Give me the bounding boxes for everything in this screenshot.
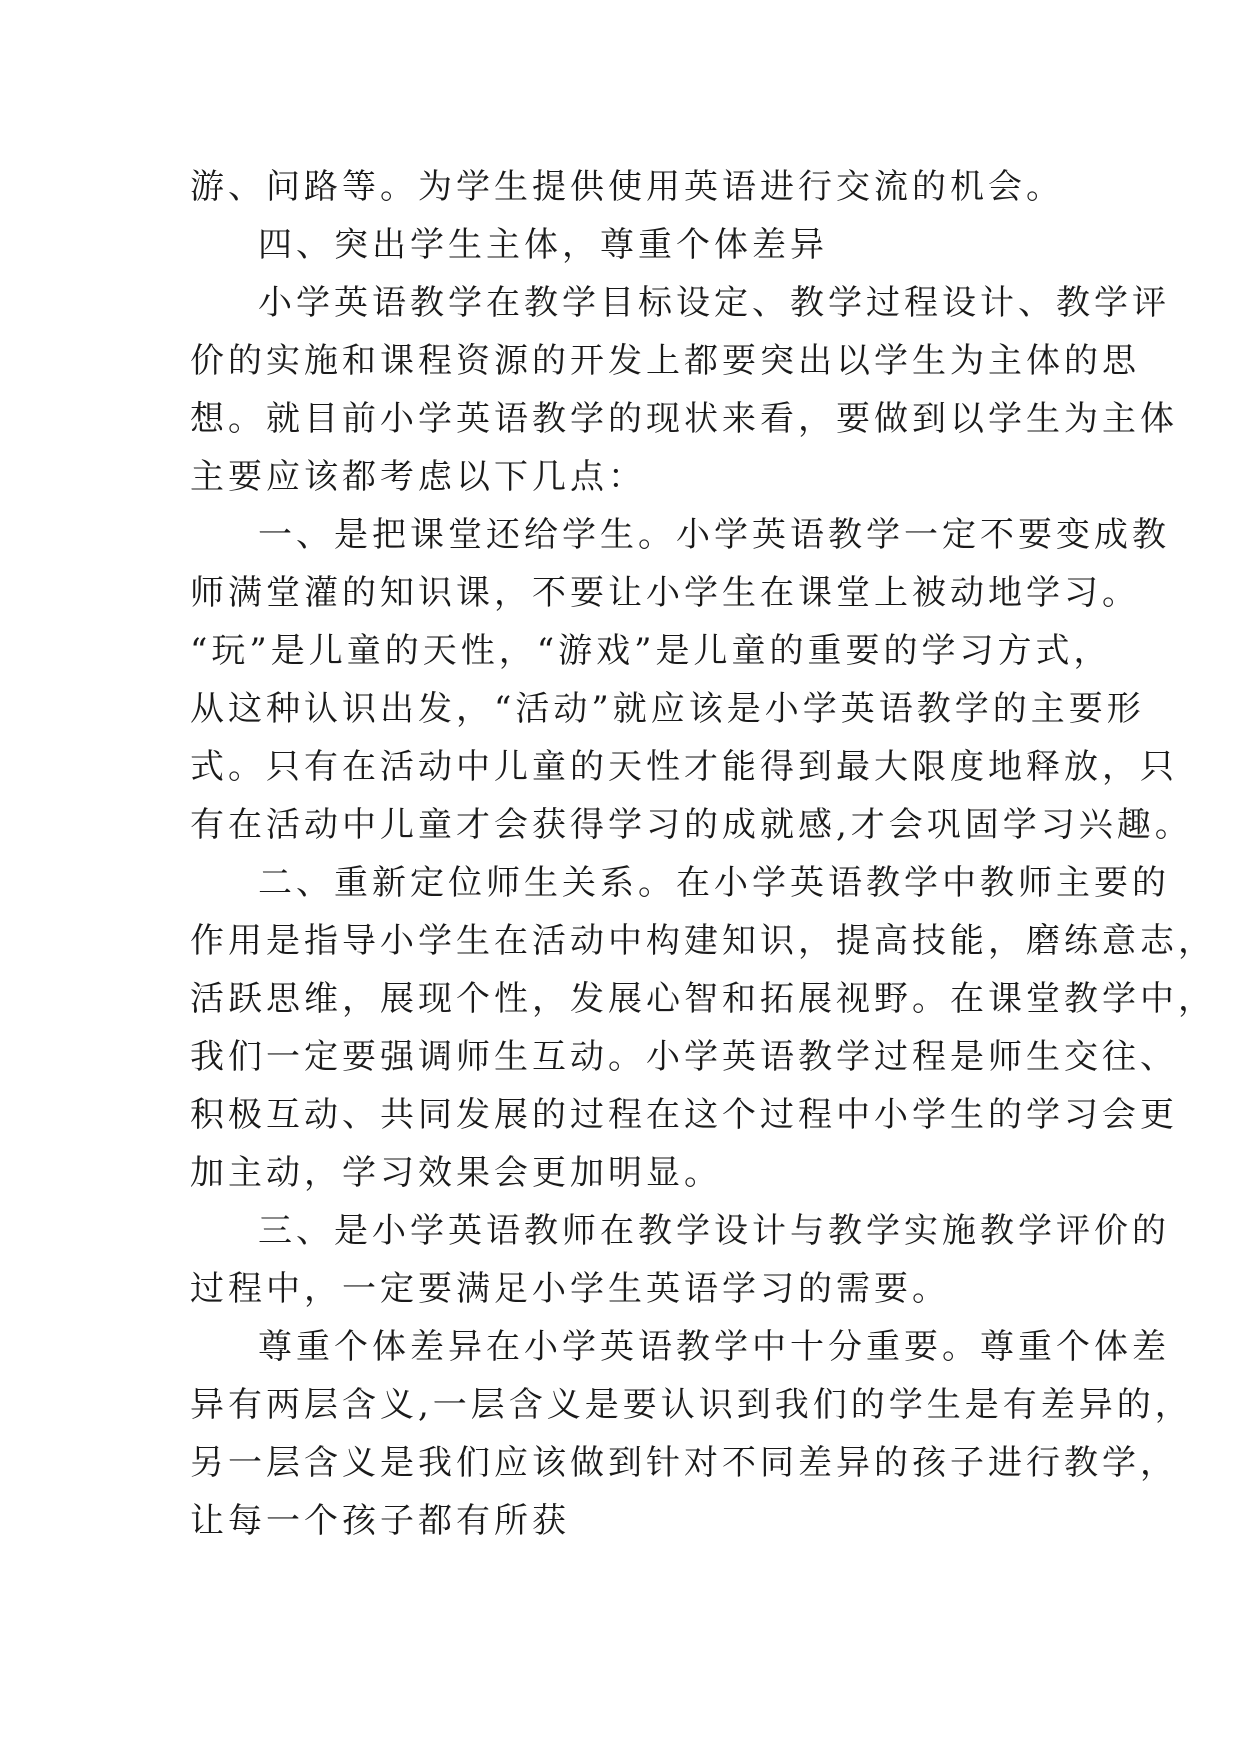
text-line: 活跃思维，展现个性，发展心智和拓展视野。在课堂教学中， [190,979,1216,1019]
text-line: 加主动，学习效果会更加明显。 [190,1153,722,1193]
text-line: 小学英语教学在教学目标设定、教学过程设计、教学评 [258,283,1170,323]
text-line: “玩”是儿童的天性，“游戏”是儿童的重要的学习方式， [190,631,1112,671]
text-line: 异有两层含义,一层含义是要认识到我们的学生是有差异的， [190,1385,1193,1425]
paragraph-continuation [190,158,1064,216]
text-line: 另一层含义是我们应该做到针对不同差异的孩子进行教学， [190,1443,1178,1483]
text-line: 二、重新定位师生关系。在小学英语教学中教师主要的 [258,863,1170,903]
text-line: 有在活动中儿童才会获得学习的成就感,才会巩固学习兴趣。 [190,805,1193,845]
text-line: 让每一个孩子都有所获 [190,1501,570,1541]
text-line: 一、是把课堂还给学生。小学英语教学一定不要变成教 [258,515,1170,555]
text-line: 主要应该都考虑以下几点： [190,457,646,497]
text-line: 我们一定要强调师生互动。小学英语教学过程是师生交往、 [190,1037,1178,1077]
text-line: 过程中，一定要满足小学生英语学习的需要。 [190,1269,950,1309]
document-body [190,158,1216,1550]
paragraph-individual-differences [190,1318,1193,1550]
section-heading-four [190,216,1058,274]
text-line: 从这种认识出发，“活动”就应该是小学英语教学的主要形 [190,689,1145,729]
text-line: 积极互动、共同发展的过程在这个过程中小学生的学习会更 [190,1095,1178,1135]
text-line: 三、是小学英语教师在教学设计与教学实施教学评价的 [258,1211,1170,1251]
text-line: 价的实施和课程资源的开发上都要突出以学生为主体的思 [190,341,1140,381]
text-line: 尊重个体差异在小学英语教学中十分重要。尊重个体差 [258,1327,1170,1367]
text-line: 作用是指导小学生在活动中构建知识，提高技能，磨练意志， [190,921,1216,961]
text-line: 四、突出学生主体，尊重个体差异 [258,225,828,265]
text-line: 师满堂灌的知识课，不要让小学生在课堂上被动地学习。 [190,573,1140,613]
text-line: 游、问路等。为学生提供使用英语进行交流的机会。 [190,167,1064,207]
paragraph-point-three [190,1202,1170,1318]
text-line: 想。就目前小学英语教学的现状来看，要做到以学生为主体 [190,399,1178,439]
paragraph-point-one [190,506,1193,854]
paragraph-intro [190,274,1178,506]
paragraph-point-two [190,854,1216,1202]
text-line: 式。只有在活动中儿童的天性才能得到最大限度地释放，只 [190,747,1178,787]
